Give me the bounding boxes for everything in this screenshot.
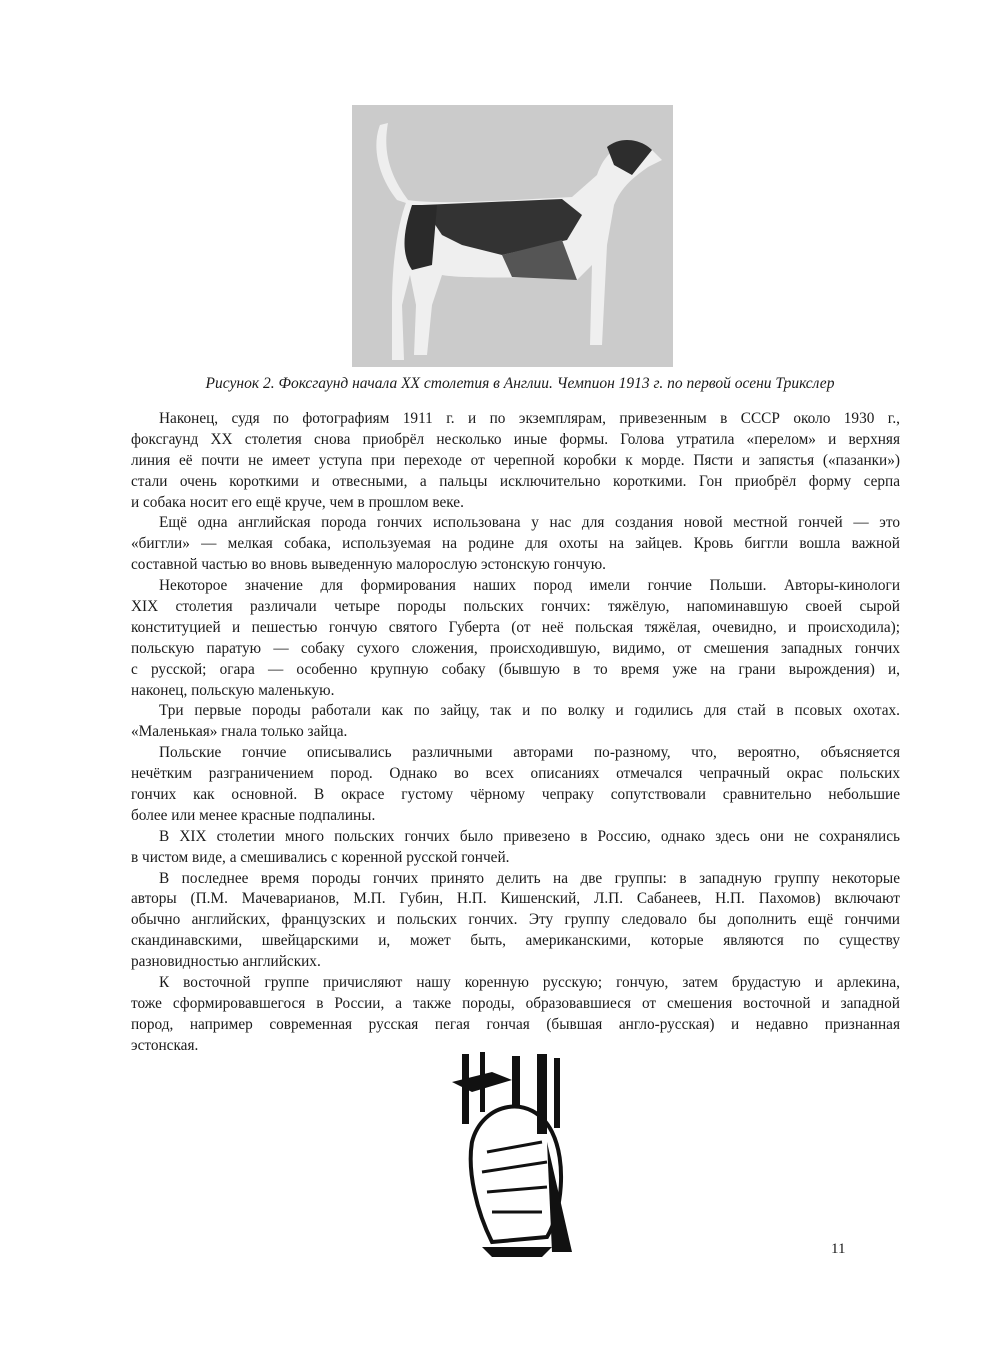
text-line: стали очень короткими и отвесными, а пальцы исключительно короткими. Гон приобрёл форму серпа xyxy=(131,472,900,490)
paragraph xyxy=(131,409,900,513)
text-line: К восточной группе причисляют нашу коренную русскую; гончую, затем брудастую и арлекина, xyxy=(159,974,900,992)
text-line: тоже сформировавшегося в России, а также породы, образовавшиеся от смешения восточной и западной xyxy=(131,994,900,1012)
text-line: Некоторое значение для формирования наших пород имели гончие Польши. Авторы-кинологи xyxy=(159,577,900,595)
text-line: нечётким разграничением пород. Однако во всех описаниях отмечался чепрачный окрас польских xyxy=(131,765,900,783)
paragraph xyxy=(131,973,900,1057)
text-line: разновидностью английских. xyxy=(131,953,321,971)
paragraph xyxy=(131,743,900,827)
text-line: В последнее время породы гончих принято делить на две группы: в западную группу некоторые xyxy=(159,869,900,887)
text-line: В XIX столетии много польских гончих было привезено в Россию, однако здесь они не сохранялись xyxy=(159,827,900,845)
text-line: гончих как основной. В окрасе густому чёрному чепраку сопутствовали сравнительно небольшие xyxy=(131,786,900,804)
paragraph xyxy=(131,701,900,743)
text-line: конституцией и пешестью гончую святого Губерта (от неё польская тяжёлая, очевидно, и происходила); xyxy=(131,618,900,636)
paragraph xyxy=(131,513,900,576)
text-line: «Маленькая» гнала только зайца. xyxy=(131,723,348,741)
figure-caption: Рисунок 2. Фоксгаунд начала XX столетия в Англии. Чемпион 1913 г. по первой осени Трикслер xyxy=(205,375,835,392)
text-line: польскую паратую — собаку сухого сложения, происходившую, видимо, от смешения западных гончих xyxy=(131,639,900,657)
paragraph xyxy=(131,869,900,973)
foxhound-photo xyxy=(352,105,673,367)
text-line: Ещё одна английская порода гончих использована у нас для создания новой местной гончей — это xyxy=(159,514,900,532)
text-line: пород, например современная русская пегая гончая (бывшая англо-русская) и недавно признанная xyxy=(131,1015,900,1033)
body-text xyxy=(131,409,900,1057)
text-line: XIX столетия различали четыре породы польских гончих: тяжёлую, напоминавшую своей сырой xyxy=(131,598,900,616)
text-line: фоксгаунд XX столетия снова приобрёл несколько иные формы. Голова утратила «перелом» и верхняя xyxy=(131,430,900,448)
text-line: Три первые породы работали как по зайцу, так и по волку и годились для стай в псовых охотах. xyxy=(159,702,900,720)
text-line: составной частью во вновь выведенную малорослую эстонскую гончую. xyxy=(131,556,606,574)
text-line: более или менее красные подпалины. xyxy=(131,806,376,824)
paragraph xyxy=(131,576,900,701)
text-line: линия её почти не имеет уступа при переходе от черепной коробки к морде. Пясти и запястья («пазанки») xyxy=(131,451,900,469)
text-line: эстонская. xyxy=(131,1036,199,1054)
text-line: авторы (П.М. Мачеварианов, М.П. Губин, Н.П. Кишенский, Л.П. Сабанеев, Н.П. Пахомов) включают xyxy=(131,890,900,908)
text-line: Наконец, судя по фотографиям 1911 г. и по экземплярам, привезенным в СССР около 1930 г., xyxy=(159,410,900,427)
text-line: наконец, польскую маленькую. xyxy=(131,681,335,699)
text-line: и собака носит его ещё круче, чем в прошлом веке. xyxy=(131,493,464,511)
forest-sketch-illustration xyxy=(452,1052,578,1258)
text-line: в чистом виде, а смешивались с коренной русской гончей. xyxy=(131,848,510,866)
page-number: 11 xyxy=(831,1241,846,1257)
paragraph xyxy=(131,827,900,869)
text-line: «биггли» — мелкая собака, используемая на родине для охоты на зайцев. Кровь биггли вошла важной xyxy=(131,535,900,553)
text-line: с русской; огара — особенно крупную собаку (бывшую в то время уже на грани вырождения) и, xyxy=(131,660,900,678)
text-line: обычно английских, французских и польских гончих. Эту группу следовало бы дополнить ещё гончими xyxy=(131,911,900,929)
text-line: Польские гончие описывались различными авторами по-разному, что, вероятно, объясняется xyxy=(159,744,900,762)
text-line: скандинавскими, швейцарскими и, может быть, американскими, которые являются по существу xyxy=(131,932,900,950)
